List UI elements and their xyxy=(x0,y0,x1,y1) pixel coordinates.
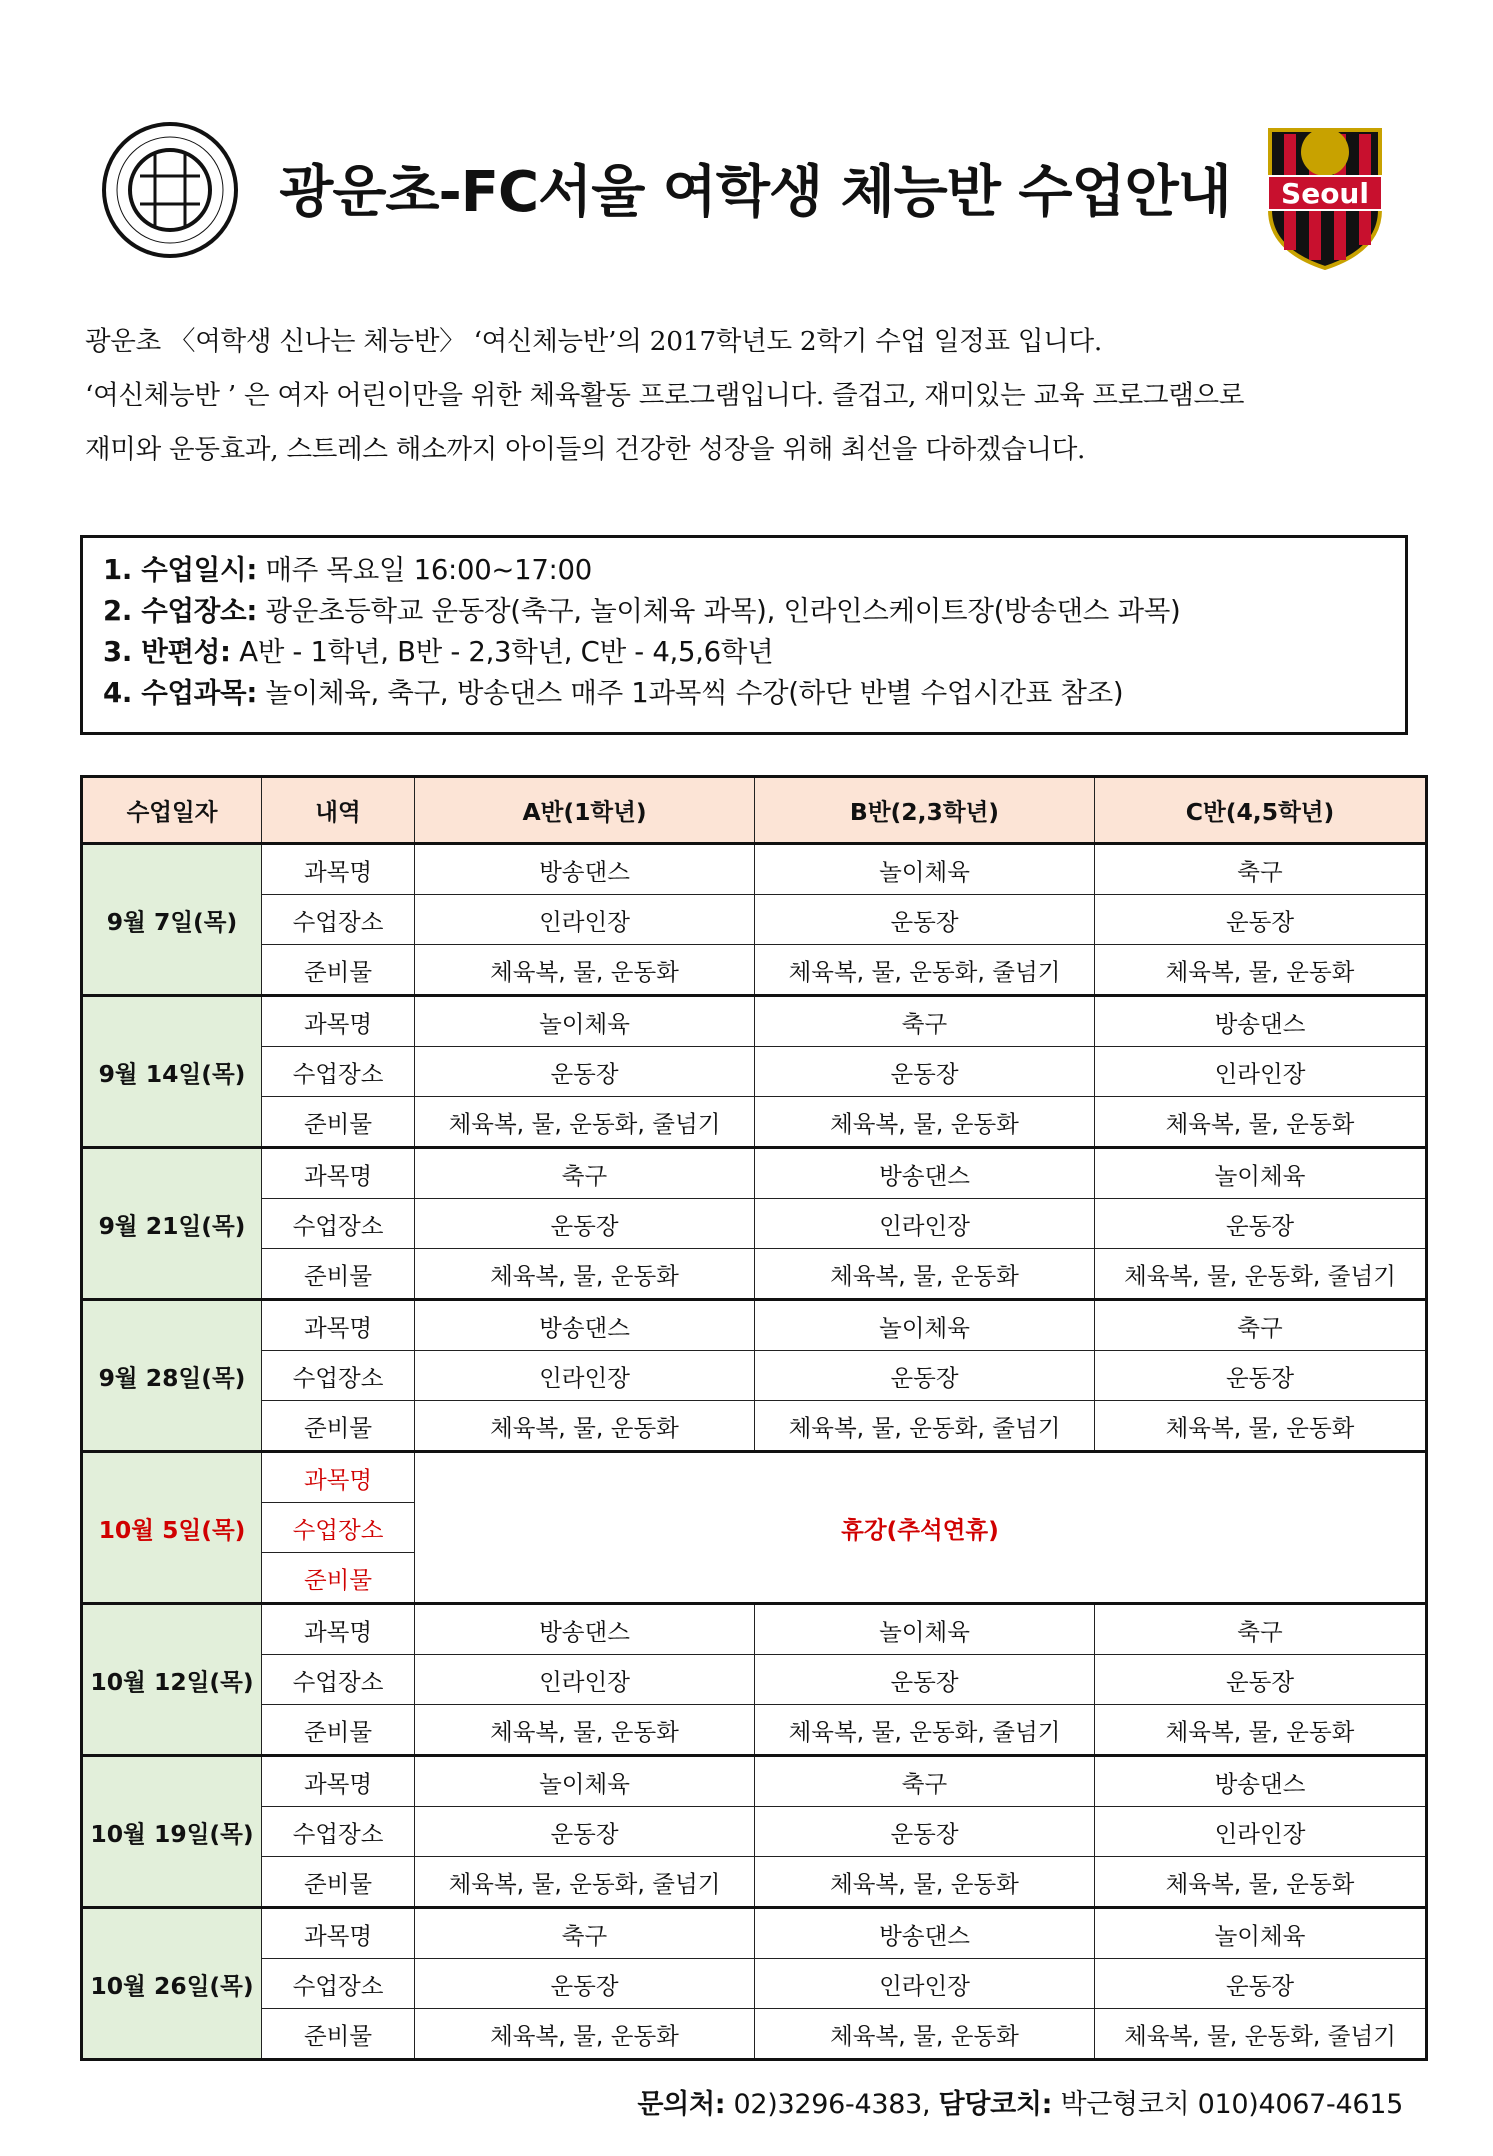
schedule-cell: 체육복, 물, 운동화 xyxy=(755,1097,1095,1148)
schedule-cell: 체육복, 물, 운동화 xyxy=(415,1249,755,1300)
row-label-cell: 과목명 xyxy=(262,844,415,895)
intro-line: ‘여신체능반 ’ 은 여자 어린이만을 위한 체육활동 프로그램입니다. 즐겁고, 재미있는 교육 프로그램으로 xyxy=(85,380,1245,411)
row-label-cell: 과목명 xyxy=(262,1148,415,1199)
schedule-cell: 방송댄스 xyxy=(1095,1756,1427,1807)
contact-info xyxy=(637,2082,1403,2121)
holiday-cell: 휴강(추석연휴) xyxy=(415,1452,1427,1604)
schedule-cell: 운동장 xyxy=(415,1047,755,1097)
schedule-cell: 놀이체육 xyxy=(415,996,755,1047)
row-label-cell: 과목명 xyxy=(262,1604,415,1655)
info-value: 매주 목요일 16:00~17:00 xyxy=(257,554,592,586)
table-row xyxy=(82,1300,1427,1351)
schedule-cell: 체육복, 물, 운동화 xyxy=(1095,1857,1427,1908)
schedule-cell: 체육복, 물, 운동화 xyxy=(755,1249,1095,1300)
schedule-cell: 축구 xyxy=(415,1148,755,1199)
contact-label: 담당코치: xyxy=(938,2089,1053,2120)
info-value: 광운초등학교 운동장(축구, 놀이체육 과목), 인라인스케이트장(방송댄스 과목) xyxy=(257,595,1181,627)
header-date: 수업일자 xyxy=(82,777,262,844)
row-label-cell: 과목명 xyxy=(262,996,415,1047)
schedule-cell: 인라인장 xyxy=(415,1655,755,1705)
info-value: A반 - 1학년, B반 - 2,3학년, C반 - 4,5,6학년 xyxy=(230,636,774,668)
intro-line: 광운초 〈여학생 신나는 체능반〉 ‘여신체능반’의 2017학년도 2학기 수업 일정표 입니다. xyxy=(85,326,1102,357)
row-label-cell: 준비물 xyxy=(262,1553,415,1604)
row-label-cell: 수업장소 xyxy=(262,1807,415,1857)
schedule-cell: 운동장 xyxy=(755,1655,1095,1705)
table-row xyxy=(82,1655,1427,1705)
schedule-cell: 체육복, 물, 운동화, 줄넘기 xyxy=(1095,2009,1427,2060)
date-cell: 10월 12일(목) xyxy=(82,1604,262,1756)
info-line-subject xyxy=(103,673,1405,714)
table-row xyxy=(82,996,1427,1047)
schedule-cell: 운동장 xyxy=(755,1351,1095,1401)
schedule-cell: 인라인장 xyxy=(1095,1807,1427,1857)
schedule-cell: 체육복, 물, 운동화 xyxy=(755,1857,1095,1908)
schedule-cell: 운동장 xyxy=(415,1959,755,2009)
page-title: 광운초-FC서울 여학생 체능반 수업안내 xyxy=(279,160,1231,225)
header xyxy=(100,110,1390,270)
table-row xyxy=(82,2009,1427,2060)
row-label-cell: 수업장소 xyxy=(262,895,415,945)
date-cell: 9월 21일(목) xyxy=(82,1148,262,1300)
schedule-cell: 운동장 xyxy=(755,895,1095,945)
schedule-cell: 운동장 xyxy=(1095,895,1427,945)
school-logo xyxy=(100,120,240,260)
row-label-cell: 수업장소 xyxy=(262,1199,415,1249)
intro-line: 재미와 운동효과, 스트레스 해소까지 아이들의 건강한 성장을 위해 최선을 다하겠습니다. xyxy=(85,434,1086,465)
info-line-class xyxy=(103,632,1405,673)
schedule-cell: 체육복, 물, 운동화, 줄넘기 xyxy=(755,1705,1095,1756)
schedule-cell: 축구 xyxy=(1095,1604,1427,1655)
schedule-cell: 체육복, 물, 운동화, 줄넘기 xyxy=(1095,1249,1427,1300)
schedule-cell: 축구 xyxy=(755,1756,1095,1807)
schedule-cell: 체육복, 물, 운동화 xyxy=(1095,945,1427,996)
schedule-cell: 방송댄스 xyxy=(1095,996,1427,1047)
table-row xyxy=(82,1401,1427,1452)
schedule-cell: 놀이체육 xyxy=(755,1604,1095,1655)
schedule-cell: 체육복, 물, 운동화 xyxy=(1095,1401,1427,1452)
table-row xyxy=(82,1959,1427,2009)
header-class-c: C반(4,5학년) xyxy=(1095,777,1427,844)
schedule-cell: 놀이체육 xyxy=(755,844,1095,895)
info-label: 1. 수업일시: xyxy=(103,554,258,586)
row-label-cell: 과목명 xyxy=(262,1756,415,1807)
schedule-cell: 체육복, 물, 운동화 xyxy=(415,945,755,996)
schedule-cell: 체육복, 물, 운동화, 줄넘기 xyxy=(755,1401,1095,1452)
contact-phone: 02)3296-4383, xyxy=(725,2089,939,2120)
info-label: 4. 수업과목: xyxy=(103,677,258,709)
schedule-cell: 방송댄스 xyxy=(755,1148,1095,1199)
schedule-cell: 인라인장 xyxy=(755,1959,1095,2009)
schedule-cell: 축구 xyxy=(1095,844,1427,895)
table-row xyxy=(82,1756,1427,1807)
row-label-cell: 수업장소 xyxy=(262,1047,415,1097)
row-label-cell: 준비물 xyxy=(262,1401,415,1452)
header-item: 내역 xyxy=(262,777,415,844)
schedule-cell: 놀이체육 xyxy=(1095,1148,1427,1199)
info-box xyxy=(80,535,1408,735)
table-header-row xyxy=(82,777,1427,844)
row-label-cell: 준비물 xyxy=(262,2009,415,2060)
schedule-cell: 체육복, 물, 운동화 xyxy=(1095,1705,1427,1756)
date-cell: 9월 14일(목) xyxy=(82,996,262,1148)
contact-label: 문의처: xyxy=(637,2089,726,2120)
schedule-cell: 체육복, 물, 운동화 xyxy=(415,2009,755,2060)
schedule-cell: 운동장 xyxy=(1095,1351,1427,1401)
header-class-a: A반(1학년) xyxy=(415,777,755,844)
schedule-cell: 놀이체육 xyxy=(1095,1908,1427,1959)
table-row xyxy=(82,1908,1427,1959)
schedule-cell: 체육복, 물, 운동화 xyxy=(1095,1097,1427,1148)
info-label: 2. 수업장소: xyxy=(103,595,258,627)
table-row xyxy=(82,945,1427,996)
schedule-cell: 방송댄스 xyxy=(415,1300,755,1351)
fc-seoul-logo xyxy=(1260,110,1390,270)
row-label-cell: 과목명 xyxy=(262,1452,415,1503)
date-cell: 9월 7일(목) xyxy=(82,844,262,996)
svg-text:Seoul: Seoul xyxy=(1281,177,1369,210)
row-label-cell: 준비물 xyxy=(262,1705,415,1756)
table-row xyxy=(82,1705,1427,1756)
schedule-cell: 놀이체육 xyxy=(755,1300,1095,1351)
row-label-cell: 수업장소 xyxy=(262,1959,415,2009)
info-line-place xyxy=(103,591,1405,632)
schedule-cell: 방송댄스 xyxy=(415,1604,755,1655)
table-row xyxy=(82,1452,1427,1503)
schedule-body xyxy=(82,844,1427,2060)
schedule-cell: 축구 xyxy=(1095,1300,1427,1351)
table-row xyxy=(82,1604,1427,1655)
row-label-cell: 과목명 xyxy=(262,1908,415,1959)
schedule-cell: 인라인장 xyxy=(415,1351,755,1401)
schedule-table xyxy=(80,775,1428,2061)
table-row xyxy=(82,1148,1427,1199)
schedule-cell: 인라인장 xyxy=(415,895,755,945)
schedule-cell: 운동장 xyxy=(1095,1655,1427,1705)
row-label-cell: 준비물 xyxy=(262,1249,415,1300)
schedule-cell: 운동장 xyxy=(415,1807,755,1857)
schedule-cell: 방송댄스 xyxy=(755,1908,1095,1959)
row-label-cell: 과목명 xyxy=(262,1300,415,1351)
schedule-cell: 체육복, 물, 운동화, 줄넘기 xyxy=(415,1097,755,1148)
schedule-cell: 축구 xyxy=(755,996,1095,1047)
date-cell: 10월 26일(목) xyxy=(82,1908,262,2060)
table-row xyxy=(82,1807,1427,1857)
table-row xyxy=(82,895,1427,945)
date-cell: 9월 28일(목) xyxy=(82,1300,262,1452)
intro-text xyxy=(85,315,1425,477)
schedule-cell: 운동장 xyxy=(755,1047,1095,1097)
schedule-cell: 체육복, 물, 운동화 xyxy=(415,1705,755,1756)
schedule-cell: 축구 xyxy=(415,1908,755,1959)
schedule-cell: 놀이체육 xyxy=(415,1756,755,1807)
row-label-cell: 준비물 xyxy=(262,945,415,996)
schedule-cell: 체육복, 물, 운동화 xyxy=(415,1401,755,1452)
info-value: 놀이체육, 축구, 방송댄스 매주 1과목씩 수강(하단 반별 수업시간표 참조) xyxy=(257,677,1124,709)
info-label: 3. 반편성: xyxy=(103,636,231,668)
row-label-cell: 수업장소 xyxy=(262,1351,415,1401)
table-row xyxy=(82,1351,1427,1401)
schedule-cell: 체육복, 물, 운동화, 줄넘기 xyxy=(755,945,1095,996)
header-class-b: B반(2,3학년) xyxy=(755,777,1095,844)
schedule-cell: 운동장 xyxy=(1095,1199,1427,1249)
schedule-cell: 인라인장 xyxy=(755,1199,1095,1249)
row-label-cell: 준비물 xyxy=(262,1097,415,1148)
schedule-cell: 운동장 xyxy=(415,1199,755,1249)
schedule-cell: 체육복, 물, 운동화, 줄넘기 xyxy=(415,1857,755,1908)
table-row xyxy=(82,1097,1427,1148)
schedule-cell: 방송댄스 xyxy=(415,844,755,895)
table-row xyxy=(82,1249,1427,1300)
table-row xyxy=(82,1047,1427,1097)
row-label-cell: 수업장소 xyxy=(262,1503,415,1553)
date-cell: 10월 19일(목) xyxy=(82,1756,262,1908)
schedule-cell: 체육복, 물, 운동화 xyxy=(755,2009,1095,2060)
coach-contact: 박근형코치 010)4067-4615 xyxy=(1052,2089,1403,2120)
schedule-cell: 인라인장 xyxy=(1095,1047,1427,1097)
table-row xyxy=(82,1857,1427,1908)
table-row xyxy=(82,1199,1427,1249)
row-label-cell: 수업장소 xyxy=(262,1655,415,1705)
row-label-cell: 준비물 xyxy=(262,1857,415,1908)
schedule-cell: 운동장 xyxy=(1095,1959,1427,2009)
table-row xyxy=(82,844,1427,895)
info-line-time xyxy=(103,550,1405,591)
date-cell: 10월 5일(목) xyxy=(82,1452,262,1604)
schedule-cell: 운동장 xyxy=(755,1807,1095,1857)
